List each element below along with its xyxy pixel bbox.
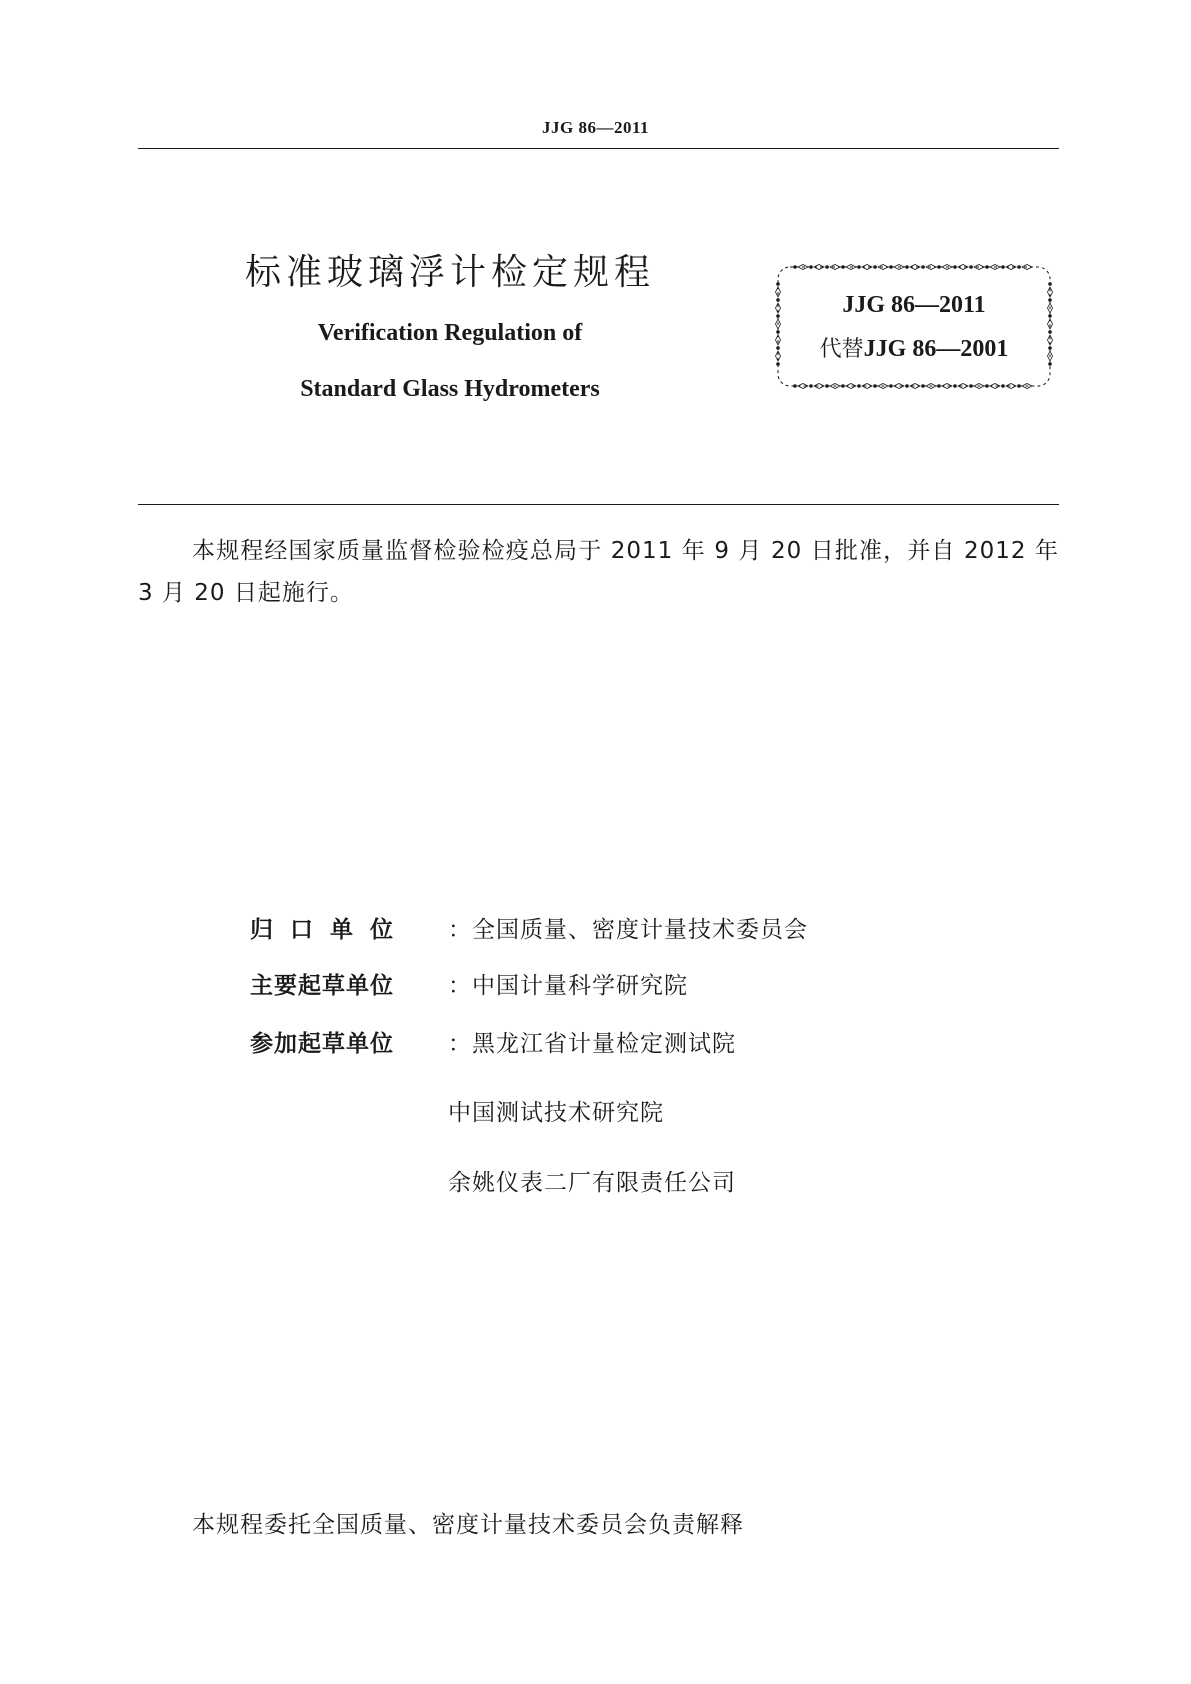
border-dot <box>953 265 957 269</box>
border-dot <box>825 265 829 269</box>
border-dot <box>985 384 989 388</box>
border-dot <box>905 384 909 388</box>
border-dot <box>809 265 813 269</box>
main-drafting-unit-value: 中国计量科学研究院 <box>472 973 688 999</box>
participating-unit-row-3 <box>448 1163 736 1203</box>
border-dot <box>841 265 845 269</box>
border-dot <box>841 384 845 388</box>
border-dot <box>1048 282 1052 286</box>
header-rule <box>138 148 1059 149</box>
border-dot <box>793 265 797 269</box>
responsible-unit-label: 归口单位 <box>250 917 410 943</box>
responsible-unit-colon: ： <box>448 917 472 943</box>
border-dot <box>921 265 925 269</box>
border-dot <box>857 384 861 388</box>
border-dot <box>825 384 829 388</box>
responsible-unit-value: 全国质量、密度计量技术委员会 <box>472 917 808 943</box>
participating-unit-row-2 <box>448 1093 664 1133</box>
title-english-line2: Standard Glass Hydrometers <box>300 376 600 402</box>
border-dot <box>921 384 925 388</box>
running-header: JJG 86—2011 <box>541 118 650 137</box>
responsible-unit-row <box>250 910 808 950</box>
replaces-line <box>775 332 1053 363</box>
border-dot <box>1017 384 1021 388</box>
participating-unit-value: 余姚仪表二厂有限责任公司 <box>448 1170 736 1196</box>
border-dot <box>889 265 893 269</box>
interpretation-note: 本规程委托全国质量、密度计量技术委员会负责解释 <box>192 1512 744 1538</box>
title-english-line1: Verification Regulation of <box>317 320 583 346</box>
participating-unit-label: 参加起草单位 <box>250 1031 394 1057</box>
title-chinese: 标准玻璃浮计检定规程 <box>244 252 655 293</box>
border-dot <box>793 384 797 388</box>
participating-unit-colon: ： <box>448 1031 472 1057</box>
main-drafting-unit-colon: ： <box>448 973 472 999</box>
border-dot <box>905 265 909 269</box>
border-dot <box>889 384 893 388</box>
border-dot <box>1001 384 1005 388</box>
border-dot <box>857 265 861 269</box>
border-dot <box>873 384 877 388</box>
main-drafting-unit-row <box>250 966 688 1006</box>
main-drafting-unit-label: 主要起草单位 <box>250 973 394 999</box>
code-box <box>775 264 1053 389</box>
participating-unit-value: 中国测试技术研究院 <box>448 1100 664 1126</box>
approval-statement: 本规程经国家质量监督检验检疫总局于 2011 年 9 月 20 日批准，并自 2012 年 3 月 20 日起施行。 <box>138 538 1059 606</box>
participating-unit-row <box>250 1024 736 1064</box>
border-dot <box>873 265 877 269</box>
decorative-border <box>775 264 1053 389</box>
standard-code: JJG 86—2011 <box>842 292 986 318</box>
border-dot <box>985 265 989 269</box>
border-dot <box>937 384 941 388</box>
replaces-code: JJG 86—2001 <box>863 336 1009 362</box>
participating-unit-value: 黑龙江省计量检定测试院 <box>472 1031 736 1057</box>
border-dot <box>969 265 973 269</box>
border-dot <box>1017 265 1021 269</box>
replaces-prefix: 代替 <box>819 337 864 362</box>
border-dot <box>953 384 957 388</box>
border-dot <box>937 265 941 269</box>
border-dot <box>809 384 813 388</box>
border-dot <box>1001 265 1005 269</box>
border-dot <box>969 384 973 388</box>
border-dot <box>776 282 780 286</box>
section-rule <box>138 504 1059 505</box>
